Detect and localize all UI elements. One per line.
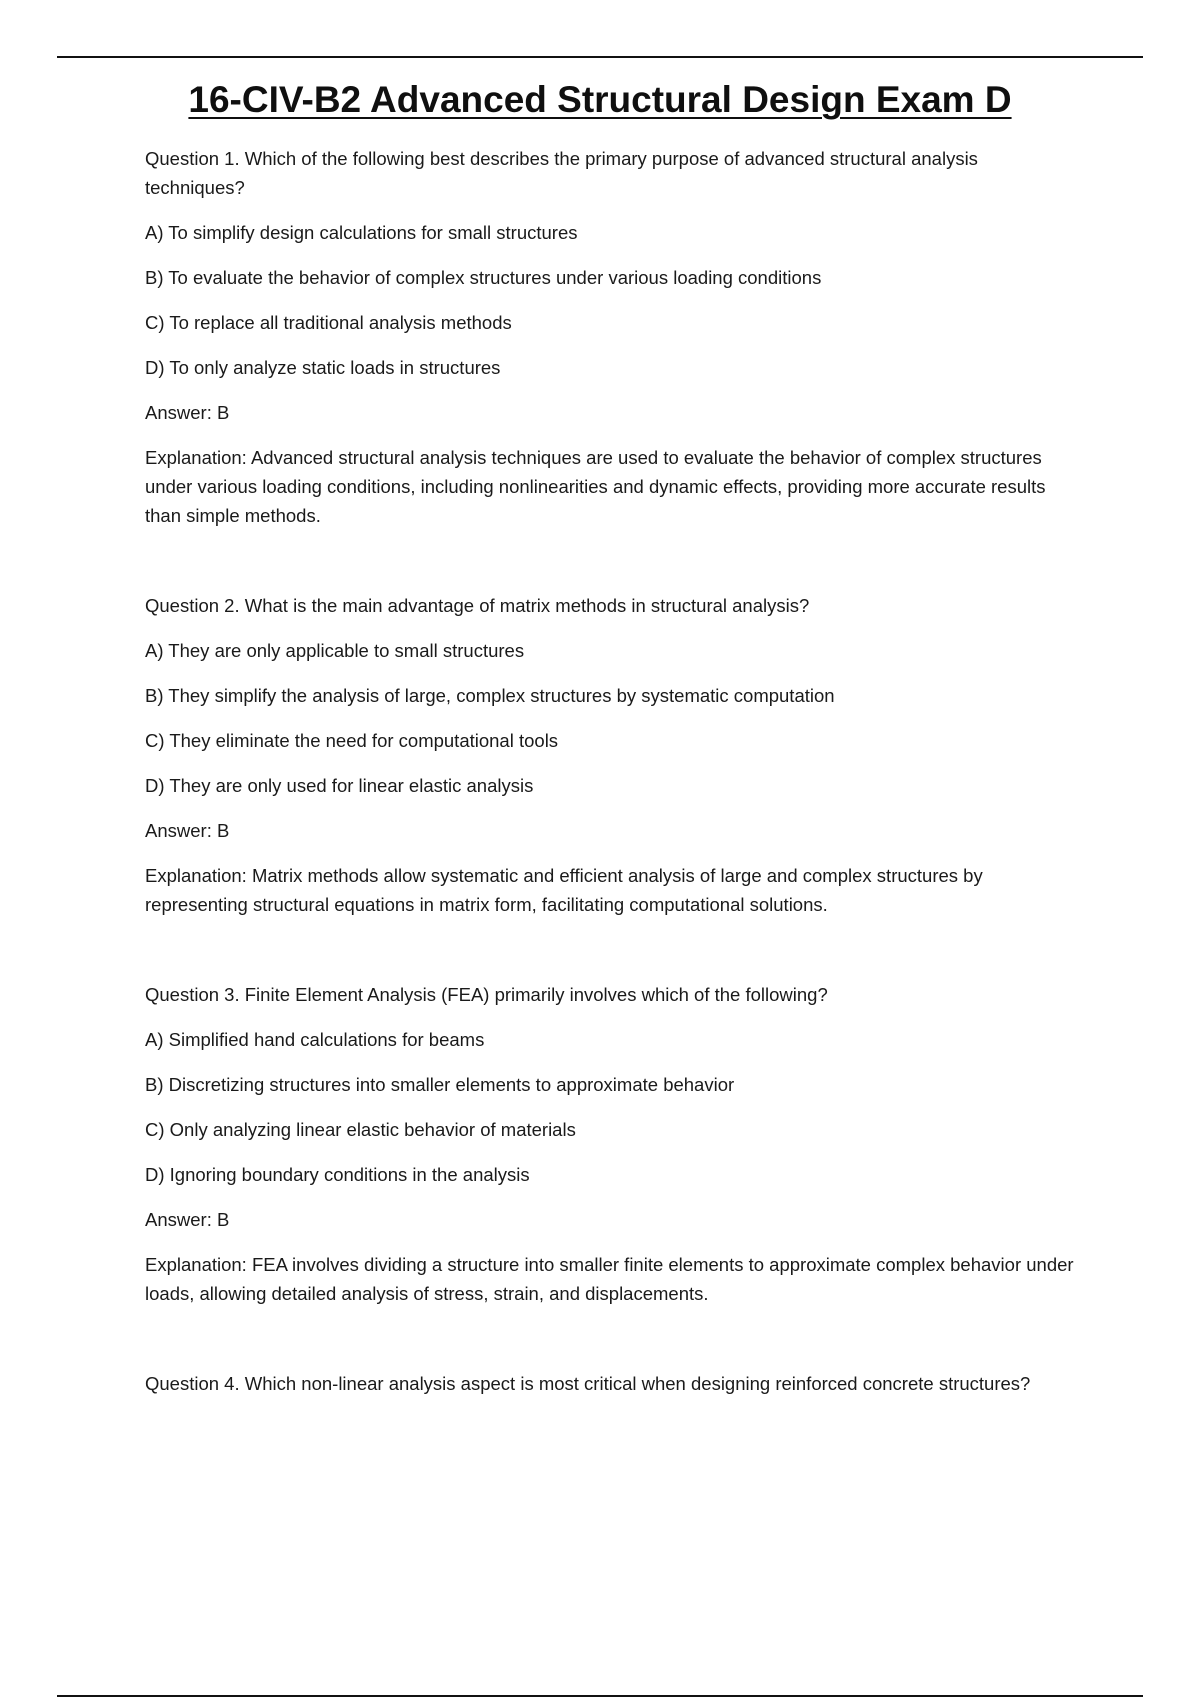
- answer-option: D) To only analyze static loads in structures: [145, 357, 501, 378]
- answer-option: C) To replace all traditional analysis methods: [145, 312, 512, 333]
- question-block: [145, 980, 1080, 1308]
- top-rule: [57, 56, 1143, 58]
- question-block: [145, 591, 1080, 919]
- answer-option: A) Simplified hand calculations for beams: [145, 1029, 485, 1050]
- answer-option: C) They eliminate the need for computational tools: [145, 730, 559, 751]
- title-text: 16-CIV-B2 Advanced Structural Design Exam D: [188, 79, 1012, 120]
- explanation-text: Explanation: FEA involves dividing a structure into smaller finite elements to approximate complex behavior under loads, allowing detailed analysis of stress, strain, and displacements.: [145, 1254, 1074, 1304]
- answer-key: Answer: B: [145, 820, 230, 841]
- question-block: [145, 144, 1080, 530]
- bottom-rule: [57, 1695, 1143, 1697]
- answer-option: D) Ignoring boundary conditions in the analysis: [145, 1164, 530, 1185]
- explanation-text: Explanation: Advanced structural analysis techniques are used to evaluate the behavior of complex structures under various loading conditions, including nonlinearities and dynamic effects, providing more accurate results than simple methods.: [145, 447, 1046, 526]
- answer-option: B) Discretizing structures into smaller elements to approximate behavior: [145, 1074, 735, 1095]
- answer-key: Answer: B: [145, 402, 230, 423]
- answer-option: A) To simplify design calculations for small structures: [145, 222, 578, 243]
- answer-option: A) They are only applicable to small structures: [145, 640, 525, 661]
- exam-content: [145, 144, 1080, 1414]
- answer-option: B) They simplify the analysis of large, complex structures by systematic computation: [145, 685, 835, 706]
- explanation-text: Explanation: Matrix methods allow systematic and efficient analysis of large and complex structures by representing structural equations in matrix form, facilitating computational solutions.: [145, 865, 983, 915]
- page-title: [0, 74, 1200, 126]
- answer-option: D) They are only used for linear elastic analysis: [145, 775, 534, 796]
- question-block: [145, 1369, 1080, 1398]
- question-text: Question 4. Which non-linear analysis aspect is most critical when designing reinforced concrete structures?: [145, 1373, 1031, 1394]
- answer-option: B) To evaluate the behavior of complex structures under various loading conditions: [145, 267, 822, 288]
- answer-option: C) Only analyzing linear elastic behavior of materials: [145, 1119, 576, 1140]
- question-text: Question 3. Finite Element Analysis (FEA) primarily involves which of the following?: [145, 984, 828, 1005]
- question-text: Question 2. What is the main advantage of matrix methods in structural analysis?: [145, 595, 810, 616]
- question-text: Question 1. Which of the following best describes the primary purpose of advanced structural analysis techniques?: [145, 148, 978, 198]
- answer-key: Answer: B: [145, 1209, 230, 1230]
